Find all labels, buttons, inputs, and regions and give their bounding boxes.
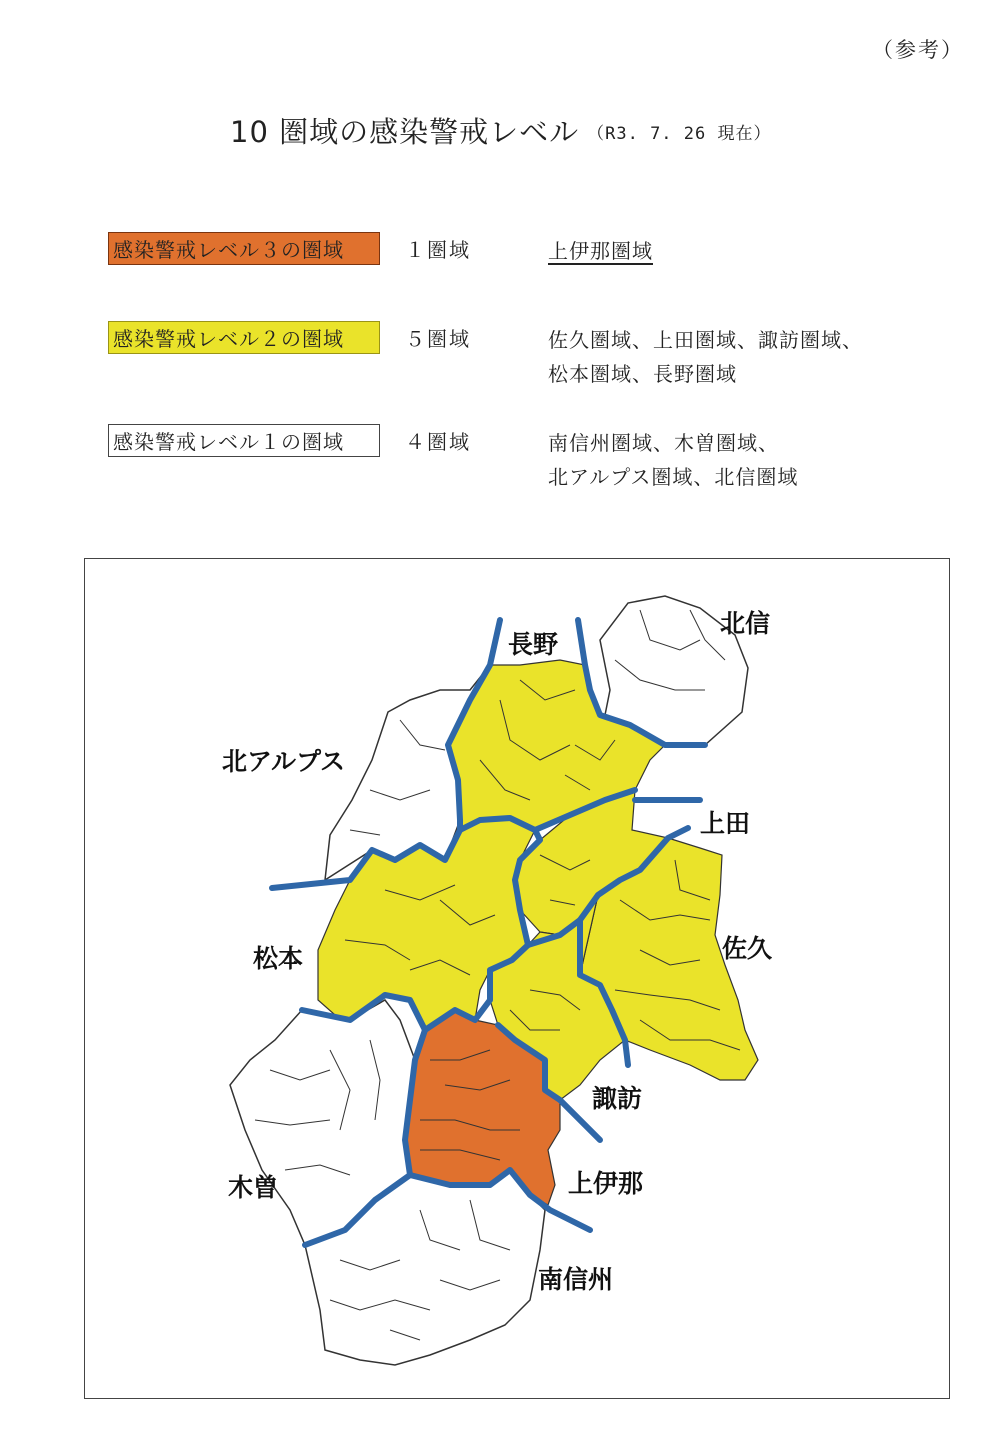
legend-badge-level1: 感染警戒レベル１の圏域 bbox=[108, 424, 380, 457]
label-matsumoto: 松本 bbox=[253, 944, 304, 973]
legend-count-level3: １圏域 bbox=[405, 238, 471, 262]
label-nagano: 長野 bbox=[508, 630, 559, 659]
label-hokushin: 北信 bbox=[720, 609, 771, 638]
label-suwa: 諏訪 bbox=[592, 1084, 643, 1113]
legend-badge-level3: 感染警戒レベル３の圏域 bbox=[108, 232, 380, 265]
areas-line: 佐久圏域、上田圏域、諏訪圏域、 bbox=[548, 328, 863, 352]
label-kami-ina: 上伊那 bbox=[568, 1169, 644, 1198]
areas-line: 南信州圏域、木曽圏域、 bbox=[548, 431, 779, 455]
label-saku: 佐久 bbox=[722, 934, 773, 963]
areas-line: 松本圏域、長野圏域 bbox=[548, 362, 737, 386]
legend-count-level1: ４圏域 bbox=[405, 430, 471, 454]
label-minami-shinshu: 南信州 bbox=[538, 1265, 614, 1294]
legend-badge-level2: 感染警戒レベル２の圏域 bbox=[108, 321, 380, 354]
label-ueda: 上田 bbox=[700, 809, 751, 838]
label-kita-alps: 北アルプス bbox=[222, 747, 346, 776]
reference-note: （参考） bbox=[872, 38, 964, 62]
legend-count-level2: ５圏域 bbox=[405, 327, 471, 351]
areas-line: 上伊那圏域 bbox=[548, 239, 653, 263]
as-of-date: （R3. 7. 26 現在） bbox=[587, 124, 772, 144]
label-kiso: 木曽 bbox=[228, 1173, 279, 1202]
areas-line: 北アルプス圏域、北信圏域 bbox=[548, 465, 799, 489]
title-text: 10 圏域の感染警戒レベル bbox=[230, 115, 580, 149]
